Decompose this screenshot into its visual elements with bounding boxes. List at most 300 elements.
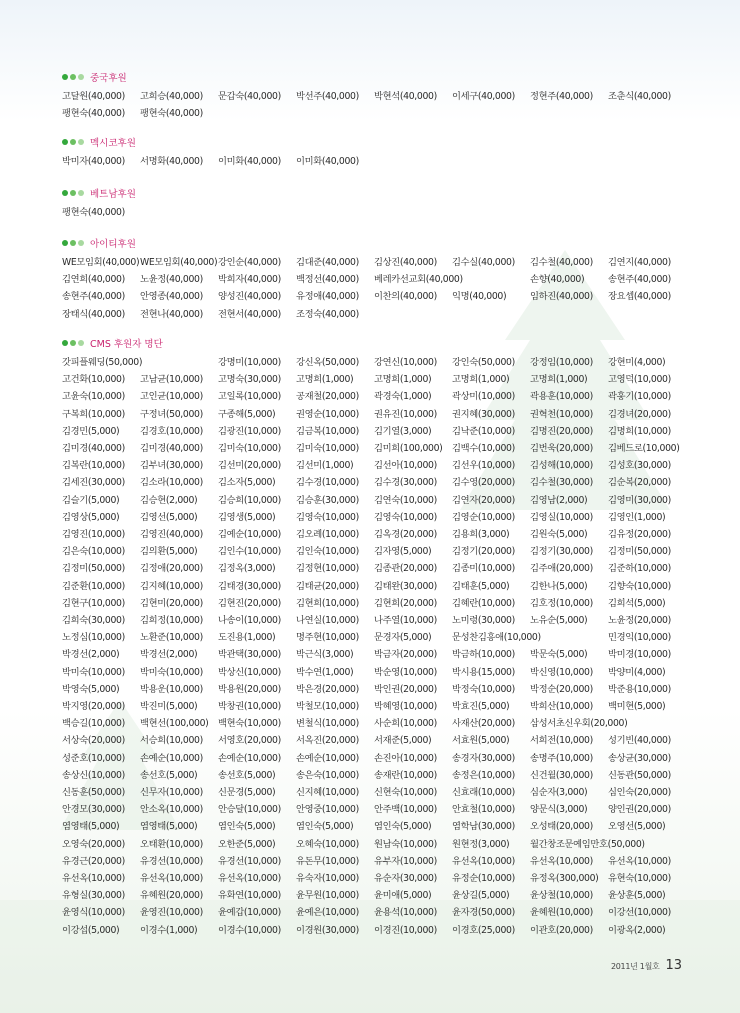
donor-entry: 이강섭(5,000) <box>62 924 120 936</box>
donor-entry: 고인균(10,000) <box>140 391 203 403</box>
donor-entry: 익명(40,000) <box>452 291 507 303</box>
donor-row <box>0 595 740 612</box>
donor-row <box>0 423 740 440</box>
bullet-dots-icon <box>62 139 84 145</box>
donor-entry: 김의환(5,000) <box>140 546 198 558</box>
donor-entry: 서옥진(20,000) <box>296 735 359 747</box>
donor-entry: 김영실(10,000) <box>530 511 593 523</box>
donor-row <box>0 509 740 526</box>
donor-entry: 박경선(2,000) <box>140 649 198 661</box>
donor-entry: 박신영(10,000) <box>530 666 593 678</box>
donor-entry: 박근식(3,000) <box>296 649 354 661</box>
donor-entry: 윤미애(5,000) <box>374 890 432 902</box>
donor-entry: 유형실(30,000) <box>62 890 125 902</box>
donor-entry: 송은숙(10,000) <box>296 769 359 781</box>
donor-entry: 박창권(10,000) <box>218 701 281 712</box>
donor-entry: 유선옥(10,000) <box>452 855 515 867</box>
donor-entry: 박준용(10,000) <box>608 683 671 695</box>
donor-entry: 염인숙(5,000) <box>296 821 354 833</box>
donor-entry: 유부자(10,000) <box>374 855 437 867</box>
donor-entry: 박상신(10,000) <box>218 666 281 678</box>
donor-entry: 원남숙(10,000) <box>374 838 437 850</box>
donor-row <box>0 732 740 749</box>
donor-entry: 안효철(10,000) <box>452 804 515 816</box>
donor-entry: 장요셉(40,000) <box>608 291 671 303</box>
donor-entry: 양인권(20,000) <box>608 804 671 816</box>
donor-entry: 김희석(5,000) <box>608 597 666 609</box>
donor-entry: 팽현숙(40,000) <box>62 207 125 218</box>
donor-row <box>0 784 740 801</box>
issue-date: 2011년 1월호 <box>610 962 660 971</box>
donor-entry: 유선옥(10,000) <box>530 855 593 867</box>
donor-entry: 김번욱(20,000) <box>530 443 593 454</box>
donor-entry: 김지혜(10,000) <box>140 580 203 592</box>
donor-entry: 박효진(5,000) <box>452 701 510 712</box>
donor-entry: 김태균(20,000) <box>296 580 359 592</box>
donor-entry: 김현구(10,000) <box>62 597 125 609</box>
donor-row <box>0 715 740 732</box>
donor-entry: 오한준(5,000) <box>218 838 276 850</box>
donor-entry: 김현희(20,000) <box>374 597 437 609</box>
donor-entry: 박양미(4,000) <box>608 666 666 678</box>
donor-entry: 김영선(5,000) <box>140 511 198 523</box>
donor-entry: 김슬기(5,000) <box>62 494 120 506</box>
donor-entry: 고명희(1,000) <box>374 374 432 386</box>
donor-row <box>0 457 740 474</box>
donor-entry: 김준하(10,000) <box>608 563 671 575</box>
donor-entry: 유혜원(20,000) <box>140 890 203 902</box>
donor-entry: 신문경(5,000) <box>218 787 276 798</box>
donor-entry: 김수경(10,000) <box>296 477 359 489</box>
donor-row <box>0 526 740 543</box>
donor-entry: 박인권(20,000) <box>374 683 437 695</box>
donor-entry: 월간창조문예임만호(50,000) <box>530 838 645 850</box>
donor-entry: 박미숙(10,000) <box>140 666 203 678</box>
donor-entry: 손향(40,000) <box>530 274 585 286</box>
donor-entry: 공재철(20,000) <box>296 391 359 403</box>
donor-row <box>0 578 740 595</box>
donor-row <box>0 105 740 122</box>
section-title <box>62 135 136 149</box>
donor-entry: 김경호(10,000) <box>140 425 203 437</box>
section-title-label: 멕시코후원 <box>90 138 136 149</box>
donor-entry: 김은숙(10,000) <box>62 546 125 558</box>
donor-entry: 박미숙(10,000) <box>62 666 125 678</box>
donor-entry: 고명희(1,000) <box>296 374 354 386</box>
donor-entry: 김수영(20,000) <box>452 477 515 489</box>
donor-entry: 박혜영(10,000) <box>374 701 437 712</box>
donor-entry: 변철식(10,000) <box>296 718 359 730</box>
donor-entry: 유경선(10,000) <box>218 855 281 867</box>
donor-entry: 박정숙(10,000) <box>452 683 515 695</box>
donor-entry: 윤예갑(10,000) <box>218 907 281 919</box>
donor-entry: 유선옥(10,000) <box>608 855 671 867</box>
donor-entry: 이경수(1,000) <box>140 924 198 936</box>
donor-entry: 노미령(30,000) <box>452 615 515 626</box>
donor-entry: 안소옥(10,000) <box>140 804 203 816</box>
bullet-dots-icon <box>62 74 84 80</box>
donor-entry: 손진아(10,000) <box>374 752 437 764</box>
donor-entry: 이경원(30,000) <box>296 924 359 936</box>
donor-entry: 김영진(40,000) <box>140 529 203 540</box>
donor-entry: 김유정(20,000) <box>608 529 671 540</box>
donor-entry: 고명희(1,000) <box>452 374 510 386</box>
donor-entry: 이경호(25,000) <box>452 924 515 936</box>
donor-entry: 윤상훈(5,000) <box>608 890 666 902</box>
donor-entry: 심순자(3,000) <box>530 787 588 798</box>
donor-entry: 김승희(10,000) <box>218 494 281 506</box>
donor-entry: 김태훈(5,000) <box>452 580 510 592</box>
donor-entry: 서희전(10,000) <box>530 735 593 747</box>
donor-entry: 양성진(40,000) <box>218 291 281 303</box>
donor-entry: 송상신(10,000) <box>62 769 125 781</box>
donor-entry: 윤용석(10,000) <box>374 907 437 919</box>
donor-entry: 신현숙(10,000) <box>374 787 437 798</box>
donor-entry: 신건월(30,000) <box>530 769 593 781</box>
donor-entry: 노유순(5,000) <box>530 615 588 626</box>
donor-entry: 노환준(10,000) <box>140 632 203 644</box>
donor-entry: 김영남(2,000) <box>530 494 588 506</box>
donor-entry: 박진미(5,000) <box>140 701 198 712</box>
donor-entry: 조춘식(40,000) <box>608 91 671 102</box>
donor-row <box>0 440 740 457</box>
donor-entry: 유돈무(10,000) <box>296 855 359 867</box>
donor-entry: 박용운(10,000) <box>140 683 203 695</box>
donor-entry: 염인숙(5,000) <box>218 821 276 833</box>
donor-entry: 김미경(40,000) <box>140 443 203 454</box>
donor-entry: 권영순(10,000) <box>296 408 359 420</box>
donor-entry: 안승달(10,000) <box>218 804 281 816</box>
donor-entry: 김정기(20,000) <box>452 546 515 558</box>
donor-entry: 김원숙(5,000) <box>530 529 588 540</box>
donor-entry: 염학남(30,000) <box>452 821 515 833</box>
donor-entry: 고영덕(10,000) <box>608 374 671 386</box>
donor-entry: 서효원(5,000) <box>452 735 510 747</box>
donor-entry: 고일록(10,000) <box>218 391 281 403</box>
donor-row <box>0 664 740 681</box>
donor-entry: 고희승(40,000) <box>140 91 203 102</box>
donor-entry: 이경수(10,000) <box>218 924 281 936</box>
donor-entry: 오영선(5,000) <box>608 821 666 833</box>
donor-entry: WE모임회(40,000) <box>140 257 218 268</box>
donor-entry: 김준환(10,000) <box>62 580 125 592</box>
donor-entry: 이미화(40,000) <box>218 156 281 167</box>
donor-entry: 원현정(3,000) <box>452 838 510 850</box>
section-title-label: CMS 후원자 명단 <box>90 339 163 350</box>
donor-entry: 고달원(40,000) <box>62 91 125 102</box>
donor-entry: 강명미(10,000) <box>218 357 281 368</box>
donor-entry: 임하진(40,000) <box>530 291 593 303</box>
donor-entry: 강인숙(50,000) <box>452 357 515 368</box>
donor-entry: 갓피플웨딩(50,000) <box>62 357 143 368</box>
donor-entry: 고건화(10,000) <box>62 374 125 386</box>
donor-entry: 윤상철(10,000) <box>530 890 593 902</box>
donor-entry: 김현진(20,000) <box>218 597 281 609</box>
section-title-label: 중국후원 <box>90 73 127 84</box>
donor-row <box>0 767 740 784</box>
donor-entry: 박문숙(5,000) <box>530 649 588 661</box>
donor-entry: 윤예은(10,000) <box>296 907 359 919</box>
donor-entry: 송선호(5,000) <box>140 769 198 781</box>
donor-entry: 이경진(10,000) <box>374 924 437 936</box>
donor-entry: 김태경(30,000) <box>218 580 281 592</box>
donor-entry: 안영중(10,000) <box>296 804 359 816</box>
donor-entry: 신동훈(50,000) <box>62 787 125 798</box>
donor-entry: 김영생(5,000) <box>218 511 276 523</box>
donor-entry: 김영상(5,000) <box>62 511 120 523</box>
donor-row <box>0 681 740 698</box>
donor-entry: 삼성서초신우회(20,000) <box>530 718 628 730</box>
donor-entry: 나연실(10,000) <box>296 615 359 626</box>
donor-entry: 박미자(40,000) <box>62 156 125 167</box>
donor-entry: 김승훈(30,000) <box>296 494 359 506</box>
donor-entry: 김연지(40,000) <box>608 257 671 268</box>
donor-row <box>0 904 740 921</box>
donor-entry: 윤영식(10,000) <box>62 907 125 919</box>
donor-entry: 송상균(30,000) <box>608 752 671 764</box>
donor-entry: 김광진(10,000) <box>218 425 281 437</box>
donor-entry: 김선아(10,000) <box>374 460 437 472</box>
donor-entry: 전현서(40,000) <box>218 308 281 320</box>
donor-entry: 김옥경(20,000) <box>374 529 437 540</box>
donor-entry: 노정심(10,000) <box>62 632 125 644</box>
donor-entry: 김정미(50,000) <box>608 546 671 558</box>
donor-entry: 사재산(20,000) <box>452 718 515 730</box>
donor-entry: 강정임(10,000) <box>530 357 593 368</box>
donor-entry: 김순복(20,000) <box>608 477 671 489</box>
donor-entry: 백승길(10,000) <box>62 718 125 730</box>
donor-entry: 박순영(10,000) <box>374 666 437 678</box>
donor-entry: 박지영(20,000) <box>62 701 125 712</box>
donor-entry: 나송이(10,000) <box>218 615 281 626</box>
donor-entry: 강연신(10,000) <box>374 357 437 368</box>
donor-entry: 박금자(20,000) <box>374 649 437 661</box>
donor-entry: 김정옥(3,000) <box>218 563 276 575</box>
donor-entry: 김수실(40,000) <box>452 257 515 268</box>
donor-entry: 김현희(10,000) <box>296 597 359 609</box>
donor-entry: 오영숙(20,000) <box>62 838 125 850</box>
donor-entry: 신지혜(10,000) <box>296 787 359 798</box>
donor-entry: 오혜숙(10,000) <box>296 838 359 850</box>
donor-entry: 곽훙기(10,000) <box>608 391 671 403</box>
bullet-dots-icon <box>62 240 84 246</box>
donor-entry: 김영인(1,000) <box>608 511 666 523</box>
donor-entry: 염인숙(5,000) <box>374 821 432 833</box>
donor-entry: 곽상미(10,000) <box>452 391 515 403</box>
donor-entry: 박미경(10,000) <box>608 649 671 661</box>
page-footer <box>611 958 682 973</box>
donor-entry: 김세진(30,000) <box>62 477 125 489</box>
donor-entry: 유숙자(10,000) <box>296 873 359 884</box>
donor-entry: 김자영(5,000) <box>374 546 432 558</box>
donor-entry: 유선옥(10,000) <box>218 873 281 884</box>
donor-entry: 윤상길(5,000) <box>452 890 510 902</box>
donor-entry: 나주열(10,000) <box>374 615 437 626</box>
donor-entry: 김복란(10,000) <box>62 460 125 472</box>
donor-entry: 백현숙(10,000) <box>218 718 281 730</box>
donor-entry: 손예순(10,000) <box>218 752 281 764</box>
donor-entry: 송명주(10,000) <box>530 752 593 764</box>
donor-entry: 권유진(10,000) <box>374 408 437 420</box>
donor-entry: 김부녀(30,000) <box>140 460 203 472</box>
donor-entry: 이강선(10,000) <box>608 907 671 919</box>
donor-entry: 신효래(10,000) <box>452 787 515 798</box>
donor-entry: 심인숙(20,000) <box>608 787 671 798</box>
donor-entry: 염영태(5,000) <box>140 821 198 833</box>
donor-entry: 장태식(40,000) <box>62 308 125 320</box>
donor-row <box>0 88 740 105</box>
donor-entry: 권혁천(10,000) <box>530 408 593 420</box>
donor-entry: 송경자(30,000) <box>452 752 515 764</box>
donor-entry: 박선주(40,000) <box>296 91 359 102</box>
donor-entry: 안주백(10,000) <box>374 804 437 816</box>
donor-entry: 김백수(10,000) <box>452 443 515 454</box>
donor-row <box>0 254 740 271</box>
donor-row <box>0 836 740 853</box>
donor-entry: 서상숙(20,000) <box>62 735 125 747</box>
donor-entry: 김상진(40,000) <box>374 257 437 268</box>
donor-entry: 고윤숙(10,000) <box>62 391 125 403</box>
donor-row <box>0 388 740 405</box>
donor-entry: 이미화(40,000) <box>296 156 359 167</box>
donor-row <box>0 629 740 646</box>
donor-entry: 김오례(10,000) <box>296 529 359 540</box>
section-title <box>62 236 136 250</box>
donor-row <box>0 306 740 323</box>
donor-entry: 권지혜(30,000) <box>452 408 515 420</box>
donor-entry: 안경모(30,000) <box>62 804 125 816</box>
donor-entry: 강인순(40,000) <box>218 257 281 268</box>
donor-entry: 구복희(10,000) <box>62 408 125 420</box>
donor-entry: 문경자(5,000) <box>374 632 432 644</box>
donor-row <box>0 922 740 939</box>
donor-entry: 성준호(10,000) <box>62 752 125 764</box>
donor-entry: 김승현(2,000) <box>140 494 198 506</box>
donor-entry: 송정은(10,000) <box>452 769 515 781</box>
donor-entry: 김혜란(10,000) <box>452 597 515 609</box>
donor-entry: 윤무원(10,000) <box>296 890 359 902</box>
donor-entry: 김미경(40,000) <box>62 443 125 454</box>
donor-entry: 김용희(3,000) <box>452 529 510 540</box>
donor-entry: 김베드로(10,000) <box>608 443 680 454</box>
donor-entry: 김정미(50,000) <box>62 563 125 575</box>
donor-entry: 김수철(30,000) <box>530 477 593 489</box>
donor-entry: 김정애(20,000) <box>140 563 203 575</box>
donor-entry: 고명희(1,000) <box>530 374 588 386</box>
donor-entry: 곽용훈(10,000) <box>530 391 593 403</box>
donor-entry: 김수철(40,000) <box>530 257 593 268</box>
donor-row <box>0 271 740 288</box>
donor-entry: 김향숙(10,000) <box>608 580 671 592</box>
donor-entry: 문성찬김흥애(10,000) <box>452 632 541 644</box>
donor-entry: 백정선(40,000) <box>296 274 359 286</box>
bullet-dots-icon <box>62 190 84 196</box>
donor-entry: 명주현(10,000) <box>296 632 359 644</box>
donor-row <box>0 560 740 577</box>
donor-entry: 서영호(20,000) <box>218 735 281 747</box>
donor-entry: 유경선(10,000) <box>140 855 203 867</box>
donor-entry: 김연희(40,000) <box>62 274 125 286</box>
donor-entry: 베레카선교회(40,000) <box>374 274 463 286</box>
donor-entry: 김미희(100,000) <box>374 443 443 454</box>
donor-entry: 김예순(10,000) <box>218 529 281 540</box>
donor-entry: 박정순(20,000) <box>530 683 593 695</box>
donor-entry: 이찬의(40,000) <box>374 291 437 303</box>
donor-entry: 윤자경(50,000) <box>452 907 515 919</box>
donor-entry: 팽현숙(40,000) <box>62 108 125 120</box>
donor-entry: 김영진(10,000) <box>62 529 125 540</box>
donor-entry: 손예순(10,000) <box>296 752 359 764</box>
donor-entry: 김인수(10,000) <box>218 546 281 558</box>
donor-row <box>0 870 740 887</box>
donor-entry: 김명희(10,000) <box>608 425 671 437</box>
donor-entry: 고남균(10,000) <box>140 374 203 386</box>
donor-entry: 전현나(40,000) <box>140 308 203 320</box>
donor-entry: 성기빈(40,000) <box>608 735 671 747</box>
donor-entry: 신무자(10,000) <box>140 787 203 798</box>
donor-entry: 강신옥(50,000) <box>296 357 359 368</box>
donor-entry: 김금복(10,000) <box>296 425 359 437</box>
donor-entry: 김대준(40,000) <box>296 257 359 268</box>
donor-entry: 김현미(20,000) <box>140 597 203 609</box>
bullet-dots-icon <box>62 340 84 346</box>
donor-entry: 고명숙(30,000) <box>218 374 281 386</box>
donor-entry: 오태환(10,000) <box>140 838 203 850</box>
donor-entry: 김성호(30,000) <box>608 460 671 472</box>
donor-entry: 김연숙(10,000) <box>374 494 437 506</box>
donor-entry: 김태완(30,000) <box>374 580 437 592</box>
donor-entry: 구정녀(50,000) <box>140 408 203 420</box>
donor-entry: 유순자(30,000) <box>374 873 437 884</box>
donor-entry: 유선옥(10,000) <box>140 873 203 884</box>
donor-entry: 박희자(40,000) <box>218 274 281 286</box>
donor-entry: 백미현(5,000) <box>608 701 666 712</box>
donor-entry: 윤혜원(10,000) <box>530 907 593 919</box>
donor-row <box>0 818 740 835</box>
donor-entry: 김종관(20,000) <box>374 563 437 575</box>
donor-entry: 민경익(10,000) <box>608 632 671 644</box>
donor-row <box>0 543 740 560</box>
donor-entry: 김영숙(10,000) <box>374 511 437 523</box>
donor-entry: 송재란(10,000) <box>374 769 437 781</box>
donor-entry: 김정기(30,000) <box>530 546 593 558</box>
donor-row <box>0 153 740 170</box>
donor-entry: 김낙준(10,000) <box>452 425 515 437</box>
donor-row <box>0 204 740 221</box>
donor-entry: 정현주(40,000) <box>530 91 593 102</box>
donor-entry: 김정현(10,000) <box>296 563 359 575</box>
section-title-label: 베트남후원 <box>90 189 136 200</box>
page-number: 13 <box>665 958 682 973</box>
section-title <box>62 186 136 200</box>
donor-entry: WE모임회(40,000) <box>62 257 140 268</box>
donor-entry: 송선호(5,000) <box>218 769 276 781</box>
donor-row <box>0 750 740 767</box>
donor-row <box>0 887 740 904</box>
donor-entry: 유정애(40,000) <box>296 291 359 303</box>
donor-entry: 김성해(10,000) <box>530 460 593 472</box>
donor-entry: 김주애(20,000) <box>530 563 593 575</box>
donor-entry: 유선옥(10,000) <box>62 873 125 884</box>
section-title <box>62 336 163 350</box>
donor-row <box>0 646 740 663</box>
donor-entry: 서승희(10,000) <box>140 735 203 747</box>
donor-entry: 박경선(2,000) <box>62 649 120 661</box>
donor-entry: 조정숙(40,000) <box>296 308 359 320</box>
donor-row <box>0 354 740 371</box>
donor-entry: 김영숙(10,000) <box>296 511 359 523</box>
donor-entry: 김소자(5,000) <box>218 477 276 489</box>
